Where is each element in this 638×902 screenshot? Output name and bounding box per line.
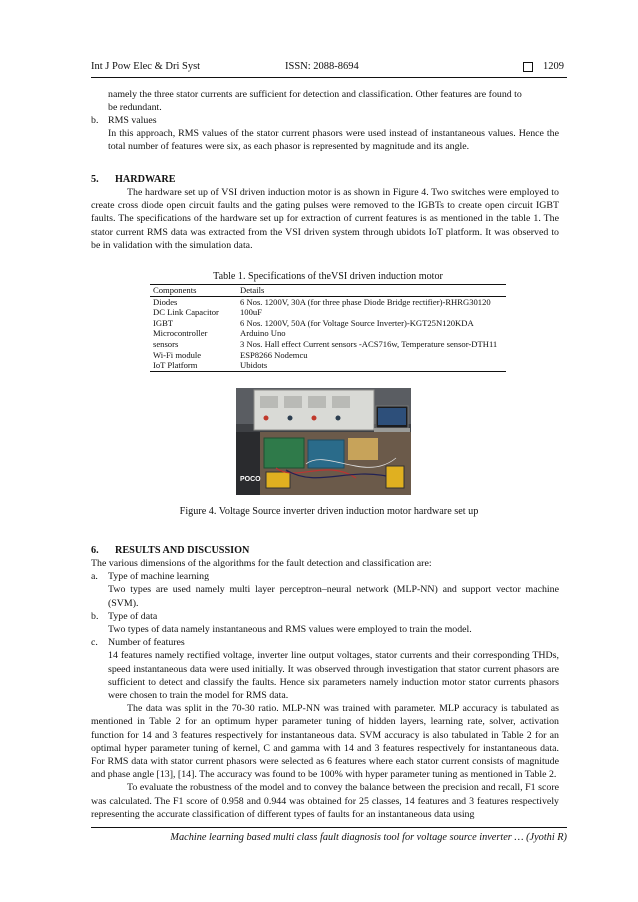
section-heading-hardware bbox=[91, 174, 176, 185]
table-header-cell: Details bbox=[237, 285, 506, 297]
list-item-b bbox=[91, 610, 559, 636]
results-body bbox=[91, 557, 559, 821]
header-rule bbox=[91, 77, 567, 78]
results-intro: The various dimensions of the algorithms for the fault detection and classification are: bbox=[91, 558, 432, 569]
running-footer: Machine learning based multi class fault diagnosis tool for voltage source inverter … (Jyothi R) bbox=[170, 832, 567, 843]
figure-caption: Figure 4. Voltage Source inverter driven induction motor hardware set up bbox=[179, 506, 479, 517]
table-cell: IoT Platform bbox=[150, 360, 237, 371]
section-title: RESULTS AND DISCUSSION bbox=[115, 545, 250, 556]
continued-text bbox=[108, 88, 559, 114]
table-caption: Table 1. Specifications of theVSI driven induction motor bbox=[213, 271, 443, 282]
list-item-text: Two types are used namely multi layer perceptron–neural network (MLP-NN) and support vector machine (SVM). bbox=[108, 584, 559, 609]
list-item-b-rms bbox=[91, 114, 559, 154]
paragraph-text: The hardware set up of VSI driven induction motor is as shown in Figure 4. Two switches were employed to create cross diode open circuit faults and the gating pulses were removed to the IGBTs to create open circuit IGBT faults. The specifications of the hardware set up for extraction of current features is as mentioned in the table 1. The stator current RMS data was extracted from the VSI driven system through ubidots IoT platform. It was observed to be in validation with the simulation data. bbox=[91, 187, 559, 251]
list-item-text: In this approach, RMS values of the stator current phasors were used instead of instantaneous values. Hence the total number of features were six, as each phasor is represented by magnitude and its angle. bbox=[108, 128, 559, 153]
photo-watermark: POCO bbox=[240, 476, 261, 483]
table-cell: DC Link Capacitor bbox=[153, 307, 219, 318]
table-cell: ESP8266 Nodemcu bbox=[240, 349, 308, 360]
hardware-setup-photo bbox=[236, 388, 411, 495]
hardware-photo-drawing bbox=[236, 388, 411, 495]
section-number: 5. bbox=[91, 174, 99, 185]
continued-line-1: namely the three stator currents are sufficient for detection and classification. Other features are found to bbox=[108, 89, 522, 100]
section-heading-results bbox=[91, 545, 250, 556]
table-cell: 3 Nos. Hall effect Current sensors -ACS716w, Temperature sensor-DTH11 bbox=[240, 338, 498, 349]
table-row bbox=[150, 296, 506, 307]
results-paragraph-1: The data was split in the 70-30 ratio. MLP-NN was trained with parameter. MLP accuracy is tabulated as mentioned in Table 2 for an optimum hyper parameter tuning of hidden layers, learning rate, solver, activation function for 14 and 3 features respectively for instantaneous data. SVM accuracy is also tabulated in Table 2 for an optimal hyper parameter tuning of kernel, C and gamma with 14 and 3 features respectively for instantaneous data. For RMS data with stator current phasors were selected as 6 features where each stator current consists of magnitude and phase angle [13], [14]. The accuracy was found to be 100% with hyper parameter tuning as mentioned in Table 2. bbox=[91, 703, 559, 781]
list-item-text: 14 features namely rectified voltage, inverter line output voltages, stator currents and their corresponding THDs, speed instantaneous data were used initially. It was observed through investigation that stator current phasors are sufficient to detect and classify the faults. Hence six parameters namely induction motor stator currents phasors were chosen to train the model for RMS data. bbox=[108, 650, 559, 702]
list-item-title: Type of data bbox=[108, 610, 158, 622]
table-header-row bbox=[150, 285, 506, 297]
list-item-text: Two types of data namely instantaneous and RMS values were employed to train the model. bbox=[108, 624, 472, 636]
journal-name: Int J Pow Elec & Dri Syst bbox=[91, 61, 201, 72]
table-cell: Diodes bbox=[153, 296, 178, 307]
section-title: HARDWARE bbox=[115, 174, 176, 185]
results-paragraph-2: To evaluate the robustness of the model and to convey the balance between the precision and recall, F1 score was calculated. The F1 score of 0.958 and 0.944 was obtained for 25 classes, 14 features and 3 features respectively representing the accurate classification of different types of faults for an instantaneous data using bbox=[91, 782, 559, 820]
table-row bbox=[150, 360, 506, 371]
footer-rule bbox=[91, 827, 567, 828]
table-cell: Microcontroller bbox=[153, 328, 208, 339]
square-bullet-icon bbox=[523, 62, 533, 72]
table-row bbox=[150, 318, 506, 329]
list-item-c bbox=[91, 636, 559, 702]
table-row bbox=[150, 307, 506, 318]
list-label: c. bbox=[91, 637, 98, 649]
table-cell: IGBT bbox=[153, 317, 174, 328]
spec-table-wrap bbox=[150, 284, 506, 372]
list-label: b. bbox=[91, 115, 99, 126]
section-number: 6. bbox=[91, 545, 99, 556]
list-item-a bbox=[91, 570, 559, 610]
table-cell: Arduino Uno bbox=[240, 328, 286, 339]
table-cell: 6 Nos. 1200V, 50A (for Voltage Source Inverter)-KGT25N120KDA bbox=[240, 317, 474, 328]
table-cell: Wi-Fi module bbox=[153, 349, 202, 360]
table-cell: Ubidots bbox=[237, 360, 506, 371]
page-number: 1209 bbox=[543, 61, 564, 72]
spec-table bbox=[150, 284, 506, 372]
table-cell: 6 Nos. 1200V, 30A (for three phase Diode Bridge rectifier)-RHRG30120 bbox=[240, 296, 491, 307]
table-header-cell: Components bbox=[150, 285, 237, 297]
issn: ISSN: 2088-8694 bbox=[285, 61, 359, 72]
list-label: b. bbox=[91, 610, 99, 622]
table-row bbox=[150, 339, 506, 350]
table-cell: sensors bbox=[153, 338, 179, 349]
list-item-title: RMS values bbox=[108, 115, 157, 126]
hardware-paragraph bbox=[91, 186, 559, 252]
table-cell: 100uF bbox=[240, 307, 262, 318]
continued-line-2: be redundant. bbox=[108, 102, 162, 114]
list-label: a. bbox=[91, 571, 98, 583]
table-row bbox=[150, 328, 506, 339]
list-item-title: Type of machine learning bbox=[108, 571, 210, 583]
table-row bbox=[150, 350, 506, 361]
list-item-title: Number of features bbox=[108, 637, 185, 649]
